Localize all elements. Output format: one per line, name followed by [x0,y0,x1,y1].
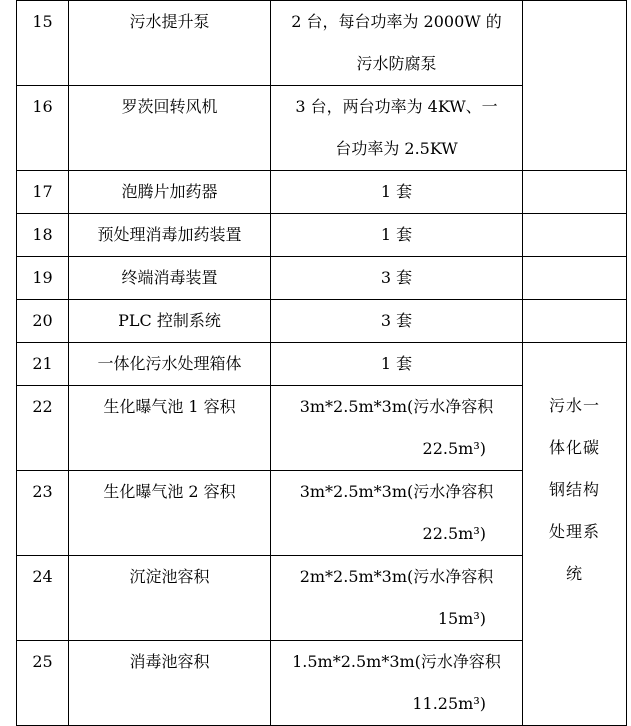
item-name: 生化曝气池 1 容积 [69,386,271,471]
item-spec [271,641,523,726]
row-number: 18 [17,214,69,257]
spec-line: 3 台，两台功率为 4KW、一 [295,97,498,116]
item-name: PLC 控制系统 [69,300,271,343]
row-number: 25 [17,641,69,726]
spec-line: 台功率为 2.5KW [335,139,458,158]
item-name: 生化曝气池 2 容积 [69,471,271,556]
item-name: 沉淀池容积 [69,556,271,641]
spec-line: 1 套 [380,354,413,373]
table-row [17,343,627,386]
remark-cell [523,257,627,300]
remark-line: 污水一 [548,396,600,415]
spec-line: 污水防腐泵 [356,54,437,73]
row-number: 21 [17,343,69,386]
spec-line: 1.5m*2.5m*3m(污水净容积 [292,652,501,671]
item-name: 罗茨回转风机 [69,86,271,171]
spec-line: 22.5m³) [422,524,486,543]
item-name: 消毒池容积 [69,641,271,726]
item-name: 泡腾片加药器 [69,171,271,214]
table-row [17,300,627,343]
spec-line: 3 套 [380,311,413,330]
item-spec [271,1,523,86]
row-number: 22 [17,386,69,471]
item-name: 一体化污水处理箱体 [69,343,271,386]
row-number: 17 [17,171,69,214]
spec-line: 1 套 [380,225,413,244]
spec-line: 1 套 [380,182,413,201]
remark-cell [523,300,627,343]
item-spec [271,471,523,556]
item-spec [271,257,523,300]
table-row [17,214,627,257]
row-number: 16 [17,86,69,171]
item-name: 预处理消毒加药装置 [69,214,271,257]
spec-line: 2m*2.5m*3m(污水净容积 [299,567,494,586]
table-row [17,257,627,300]
spec-line: 3m*2.5m*3m(污水净容积 [299,482,494,501]
item-spec [271,386,523,471]
remark-text [535,385,615,595]
table-row [17,1,627,86]
remark-line: 钢结构 [548,480,600,499]
spec-line: 3m*2.5m*3m(污水净容积 [299,397,494,416]
remark-line: 统 [565,564,583,583]
spec-line: 3 套 [380,268,413,287]
remark-line: 处理系 [548,522,600,541]
row-number: 19 [17,257,69,300]
spec-line: 11.25m³) [412,694,486,713]
item-name: 终端消毒装置 [69,257,271,300]
item-spec [271,300,523,343]
remark-cell [523,214,627,257]
table-row [17,171,627,214]
remark-cell [523,343,627,726]
spec-line: 2 台，每台功率为 2000W 的 [291,12,502,31]
row-number: 23 [17,471,69,556]
remark-line: 体化碳 [548,438,600,457]
item-name: 污水提升泵 [69,1,271,86]
spec-line: 15m³) [437,609,486,628]
item-spec [271,556,523,641]
item-spec [271,214,523,257]
row-number: 20 [17,300,69,343]
remark-cell [523,171,627,214]
row-number: 15 [17,1,69,86]
remark-cell [523,1,627,171]
row-number: 24 [17,556,69,641]
item-spec [271,171,523,214]
item-spec [271,343,523,386]
spec-line: 22.5m³) [422,439,486,458]
equipment-table [16,0,627,726]
item-spec [271,86,523,171]
